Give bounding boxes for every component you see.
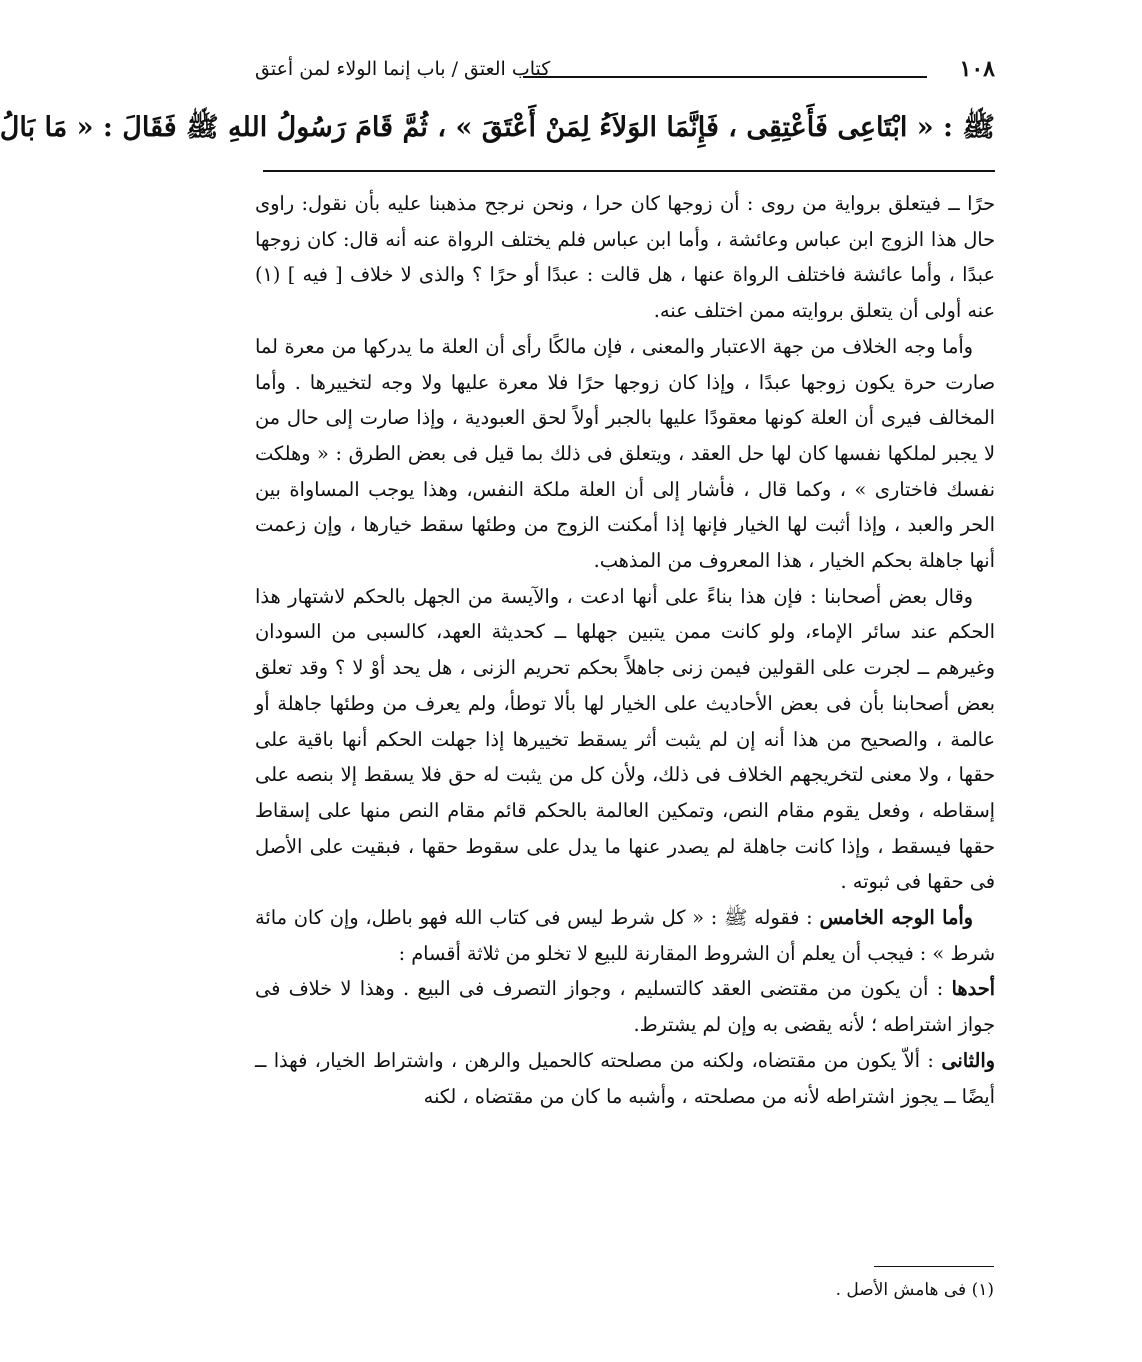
body-text (255, 186, 995, 1114)
paragraph (255, 971, 995, 1042)
running-title: كتاب العتق / باب إنما الولاء لمن أعتق (255, 58, 551, 80)
paragraph-text: وأما وجه الخلاف من جهة الاعتبار والمعنى ، فإن مالكًا رأى أن العلة ما يدركها من معرة لما صارت حرة يكون زوجها عبدًا ، وإذا كان زوجها حرًا فلا معرة عليها ولا وجه لتخييرها . وأما المخالف فيرى أن العلة كونها معقودًا عليها بالجبر أولاً لحق العبودية ، وإذا صارت إلى حال من لا يجبر لملكها نفسها كان لها حل العقد ، ويتعلق فى ذلك بما قيل فى بعض الطرق : « وهلكت نفسك فاختارى » ، وكما قال ، فأشار إلى أن العلة ملكة النفس، وهذا يوجب المساواة بين الحر والعبد ، وإذا أثبت لها الخيار فإنها إذا أمكنت الزوج من وطئها سقط خيارها ، وإن زعمت أنها جاهلة بحكم الخيار ، هذا المعروف من المذهب. (255, 334, 995, 573)
paragraph (255, 1043, 995, 1114)
paragraph (255, 900, 995, 971)
paragraph-lead: والثانى (941, 1048, 995, 1072)
paragraph (255, 579, 995, 900)
page-number: ١٠٨ (959, 56, 995, 82)
hadith-headline: ﷺ : « ابْتَاعِى فَأَعْتِقِى ، فَإِنَّمَا الوَلاَءُ لِمَنْ أَعْتَقَ » ، ثُمَّ قَامَ رَسُولُ اللهِ ﷺ فَقَالَ : « مَا بَالُ (0, 112, 995, 143)
page (0, 52, 995, 1114)
paragraph-lead: وأما الوجه الخامس (819, 906, 973, 930)
headline-rule (263, 170, 995, 172)
paragraph-text: وقال بعض أصحابنا : فإن هذا بناءً على أنها ادعت ، والآيسة من الجهل بالحكم لاشتهار هذا الحكم عند سائر الإماء، ولو كانت ممن يتبين جهلها ــ كحديثة العهد، كالسبى من السودان وغيرهم ــ لجرت على القولين فيمن زنى جاهلاً بحكم تحريم الزنى ، هل يحد أوْ لا ؟ وقد تعلق بعض أصحابنا بأن فى بعض الأحاديث على الخيار لها بألا توطأ، ولم يعرف من وطئها جاهلة أو عالمة ، والصحيح من هذا أنه إن لم يثبت أثر يسقط تخييرها إذا جهلت الحكم أنها باقية على حقها ، ولا معنى لتخريجهم الخلاف فى ذلك، ولأن كل من يثبت له حق فلا يسقط إلا بنصه على إسقاطه ، وفعل يقوم مقام النص، وتمكين العالمة بالحكم قائم مقام النص منها على إسقاط حقها فيسقط ، وإذا كانت جاهلة لم يصدر عنها ما يدل على سقوط حقها ، فبقيت على الأصل فى حقها فى ثبوته . (255, 584, 995, 894)
footnote-rule (874, 1266, 994, 1267)
header-rule (523, 76, 927, 78)
footnote: (١) فى هامش الأصل . (835, 1280, 994, 1300)
paragraph-text: : ألاّ يكون من مقتضاه، ولكنه من مصلحته كالحميل والرهن ، واشتراط الخيار، فهذا ــ أيضًا ــ يجوز اشتراطه لأنه من مصلحته ، وأشبه ما كان من مقتضاه ، لكنه (255, 1048, 995, 1108)
page-header (255, 52, 995, 88)
paragraph (255, 186, 995, 329)
paragraph-text: : أن يكون من مقتضى العقد كالتسليم ، وجواز التصرف فى البيع . وهذا لا خلاف فى جواز اشتراطه ؛ لأنه يقضى به وإن لم يشترط. (255, 977, 995, 1037)
paragraph-text: : فقوله ﷺ : « كل شرط ليس فى كتاب الله فهو باطل، وإن كان مائة شرط » : فيجب أن يعلم أن الشروط المقارنة للبيع لا تخلو من ثلاثة أقسام : (255, 906, 995, 965)
paragraph-lead: أحدها (951, 977, 995, 1001)
paragraph (255, 329, 995, 579)
paragraph-text: حرًا ــ فيتعلق برواية من روى : أن زوجها كان حرا ، ونحن نرجح مذهبنا عليه بأن نقول: راوى حال هذا الزوج ابن عباس وعائشة ، وأما ابن عباس فلم يختلف الرواة عنه أنه قال: كان زوجها عبدًا ، وأما عائشة فاختلف الرواة عنها ، هل قالت : عبدًا أو حرًا ؟ والذى لا خلاف [ فيه ] (١) عنه أولى أن يتعلق بروايته ممن اختلف عنه. (255, 192, 995, 323)
